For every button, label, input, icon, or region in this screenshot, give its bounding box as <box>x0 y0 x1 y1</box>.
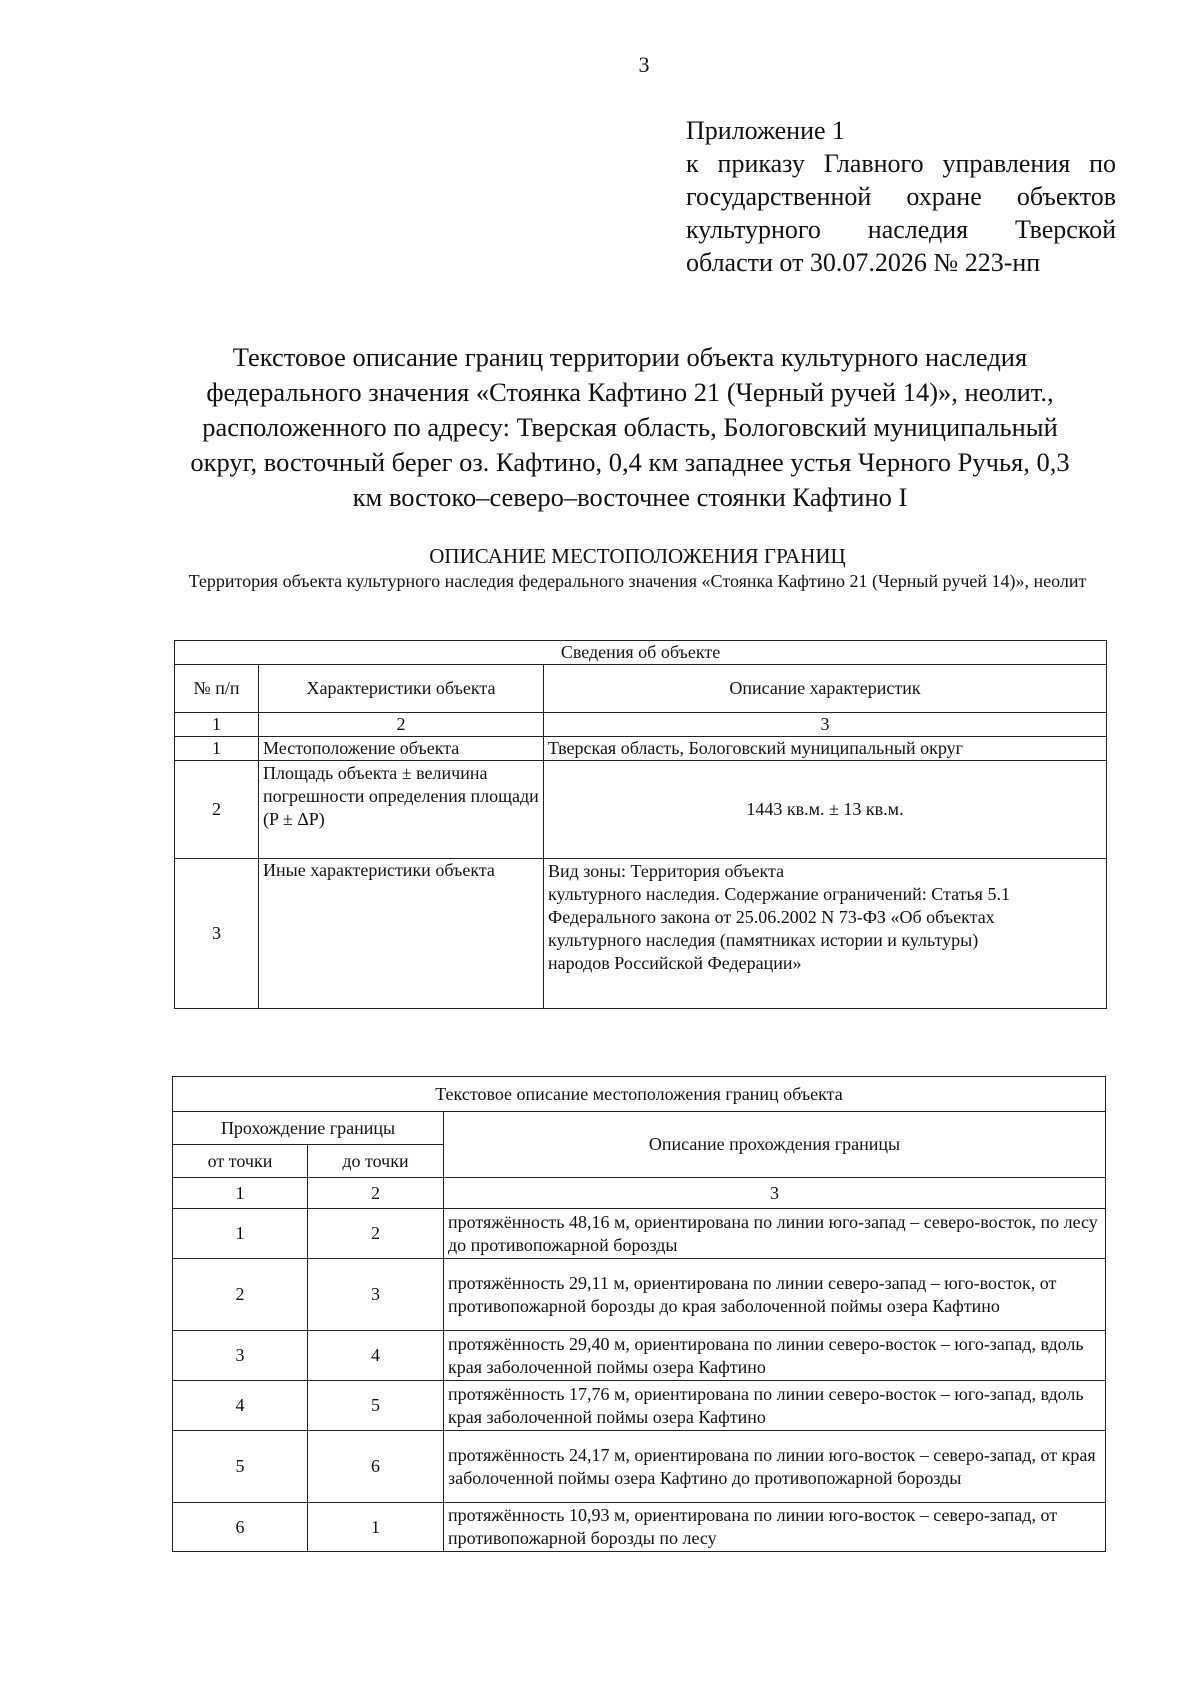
column-number: 1 <box>175 713 259 737</box>
description-cell: 1443 кв.м. ± 13 кв.м. <box>544 761 1107 859</box>
document-title <box>150 340 1110 515</box>
row-number: 1 <box>175 737 259 761</box>
from-point: 4 <box>173 1381 308 1431</box>
section-subtitle: Территория объекта культурного наследия федерального значения «Стоянка Кафтино 21 (Черный ручей 14)», неолит <box>188 571 1087 591</box>
from-point: 1 <box>173 1209 308 1259</box>
column-header: Прохождение границы <box>173 1112 444 1145</box>
column-header: № п/п <box>175 665 259 713</box>
column-number: 2 <box>259 713 544 737</box>
table-row <box>173 1209 1106 1259</box>
appendix-line: к приказу Главного управления по <box>686 149 1116 178</box>
column-header: Характеристики объекта <box>259 665 544 713</box>
column-number: 2 <box>308 1178 444 1209</box>
to-point: 4 <box>308 1331 444 1381</box>
description-line: народов Российской Федерации» <box>548 953 802 973</box>
table-row <box>173 1381 1106 1431</box>
page-number: 3 <box>638 52 650 77</box>
table-caption: Текстовое описание местоположения границ объекта <box>173 1077 1106 1112</box>
column-number: 1 <box>173 1178 308 1209</box>
appendix-block <box>686 114 1116 279</box>
characteristic-cell: Местоположение объекта <box>259 737 544 761</box>
characteristic-cell: Иные характеристики объекта <box>259 859 544 1009</box>
description-line: культурного наследия (памятниках истории и культуры) <box>548 930 979 950</box>
table-row <box>175 737 1107 761</box>
title-line: федерального значения «Стоянка Кафтино 21 (Черный ручей 14)», неолит., <box>206 377 1054 407</box>
section-heading: ОПИСАНИЕ МЕСТОПОЛОЖЕНИЯ ГРАНИЦ <box>429 544 846 568</box>
appendix-line: государственной охране объектов <box>686 182 1116 211</box>
column-number: 3 <box>544 713 1107 737</box>
title-line: км востоко–северо–восточнее стоянки Кафтино I <box>352 482 908 512</box>
description-cell <box>544 859 1107 1009</box>
appendix-line: области от 30.07.2026 № 223-нп <box>686 248 1041 277</box>
from-point: 3 <box>173 1331 308 1381</box>
column-header: Описание характеристик <box>544 665 1107 713</box>
row-number: 3 <box>175 859 259 1009</box>
appendix-line: культурного наследия Тверской <box>686 215 1116 244</box>
from-point: 5 <box>173 1431 308 1503</box>
characteristic-cell: Площадь объекта ± величина погрешности определения площади (P ± ΔР) <box>259 761 544 859</box>
title-line: округ, восточный берег оз. Кафтино, 0,4 км западнее устья Черного Ручья, 0,3 <box>190 447 1070 477</box>
boundary-description: протяжённость 10,93 м, ориентирована по линии юго-восток – северо-запад, от противопожарной борозды по лесу <box>444 1503 1106 1552</box>
table-row <box>175 859 1107 1009</box>
appendix-title: Приложение 1 <box>686 116 846 145</box>
boundary-description: протяжённость 17,76 м, ориентирована по линии северо-восток – юго-запад, вдоль края заболоченной поймы озера Кафтино <box>444 1381 1106 1431</box>
boundary-description: протяжённость 48,16 м, ориентирована по линии юго-запад – северо-восток, по лесу до противопожарной борозды <box>444 1209 1106 1259</box>
column-number: 3 <box>444 1178 1106 1209</box>
object-info-table <box>174 640 1107 1009</box>
table-row <box>173 1259 1106 1331</box>
to-point: 6 <box>308 1431 444 1503</box>
description-cell: Тверская область, Бологовский муниципальный округ <box>544 737 1107 761</box>
to-point: 2 <box>308 1209 444 1259</box>
title-line: Текстовое описание границ территории объекта культурного наследия <box>232 342 1028 372</box>
column-header: до точки <box>308 1145 444 1178</box>
boundary-table <box>172 1076 1106 1552</box>
table-row <box>173 1431 1106 1503</box>
from-point: 6 <box>173 1503 308 1552</box>
boundary-description: протяжённость 29,40 м, ориентирована по линии северо-восток – юго-запад, вдоль края заболоченной поймы озера Кафтино <box>444 1331 1106 1381</box>
title-line: расположенного по адресу: Тверская область, Бологовский муниципальный <box>202 412 1058 442</box>
description-line: Вид зоны: Территория объекта <box>548 861 785 881</box>
from-point: 2 <box>173 1259 308 1331</box>
description-line: культурного наследия. Содержание ограничений: Статья 5.1 <box>548 884 1010 904</box>
to-point: 1 <box>308 1503 444 1552</box>
column-header: от точки <box>173 1145 308 1178</box>
description-line: Федерального закона от 25.06.2002 N 73-ФЗ «Об объектах <box>548 907 995 927</box>
column-header: Описание прохождения границы <box>444 1112 1106 1178</box>
to-point: 5 <box>308 1381 444 1431</box>
to-point: 3 <box>308 1259 444 1331</box>
table-row <box>173 1331 1106 1381</box>
table-row <box>173 1503 1106 1552</box>
boundary-description: протяжённость 24,17 м, ориентирована по линии юго-восток – северо-запад, от края заболоченной поймы озера Кафтино до противопожарной борозды <box>444 1431 1106 1503</box>
table-caption: Сведения об объекте <box>175 641 1107 665</box>
table-row <box>175 761 1107 859</box>
row-number: 2 <box>175 761 259 859</box>
boundary-description: протяжённость 29,11 м, ориентирована по линии северо-запад – юго-восток, от противопожарной борозды до края заболоченной поймы озера Кафтино <box>444 1259 1106 1331</box>
